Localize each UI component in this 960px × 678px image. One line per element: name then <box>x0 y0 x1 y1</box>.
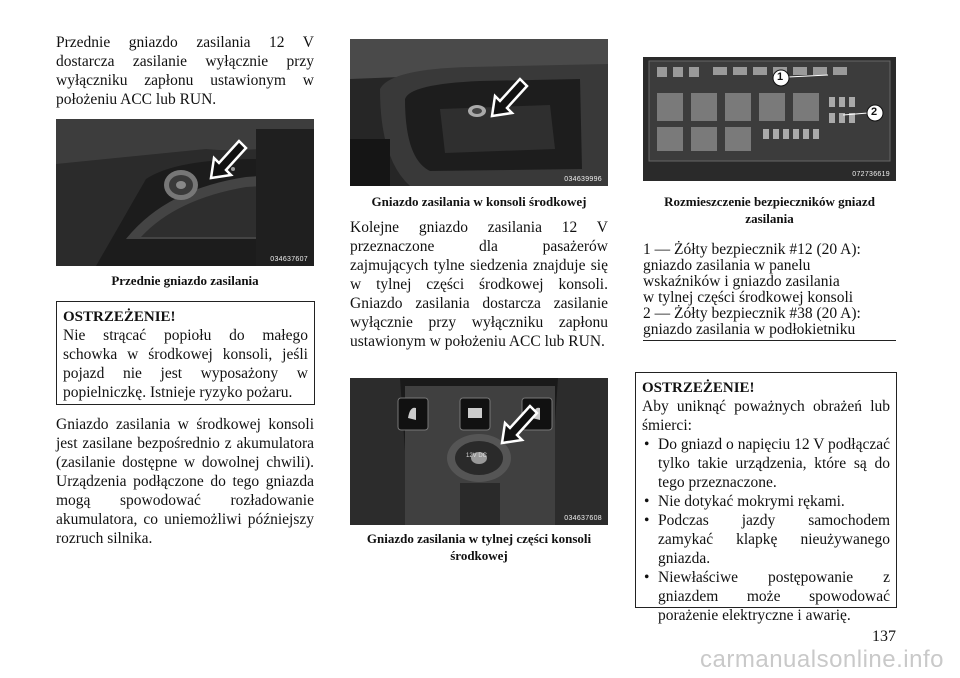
fuse-line: wskaźników i gniazdo zasilania <box>643 273 840 290</box>
warning-title: OSTRZEŻENIE! <box>642 380 755 396</box>
callout-1: 1 <box>777 71 784 83</box>
warning-item: • Niewłaściwe postępowanie z gniazdem może spowodować porażenie elektryczne i awarię. <box>642 568 890 625</box>
callout-2: 2 <box>871 106 878 118</box>
photo-code: 034639996 <box>564 176 602 183</box>
fuse-line: w tylnej części środkowej konsoli <box>643 289 854 306</box>
photo-code: 034637608 <box>564 515 602 522</box>
warning-item: • Do gniazd o napięciu 12 V podłączać tylko takie urządzenia, które są do tego przeznaczone. <box>642 435 890 492</box>
rear-console-outlet-photo <box>350 378 608 525</box>
fuse-panel-caption: Rozmieszczenie bezpieczników gniazd zasilania <box>664 194 875 226</box>
console-outlet-photo <box>350 39 608 186</box>
warning-item: • Nie dotykać mokrymi rękami. <box>642 492 890 511</box>
fuse-line: 2 — Żółty bezpiecznik #38 (20 A): <box>643 305 861 322</box>
fuse-panel-illustration <box>643 57 896 181</box>
page-number: 137 <box>872 628 896 645</box>
section-divider <box>643 340 896 341</box>
front-outlet-photo <box>56 119 314 266</box>
front-outlet-caption: Przednie gniazdo zasilania <box>111 273 259 288</box>
fuse-line: gniazdo zasilania w podłokietniku <box>643 321 856 338</box>
photo-code: 072736619 <box>852 171 890 178</box>
fuse-line: gniazdo zasilania w panelu <box>643 257 811 274</box>
intro-paragraph: Przednie gniazdo zasilania 12 V dostarcza zasilanie wyłącznie przy wyłączniku zapłonu ustawionym w położeniu ACC lub RUN. <box>56 34 314 108</box>
rear-console-outlet-caption: Gniazdo zasilania w tylnej części konsoli środkowej <box>366 531 592 563</box>
fuse-line: 1 — Żółty bezpiecznik #12 (20 A): <box>643 241 861 258</box>
electrical-warning-box <box>635 372 897 624</box>
console-outlet-illustration <box>350 39 608 186</box>
fuse-panel-photo <box>643 57 896 181</box>
rear-console-illustration <box>350 378 608 525</box>
outlet-voltage-label: 12V DC <box>466 453 488 459</box>
front-outlet-illustration <box>56 119 314 266</box>
warning-text: Nie strącać popiołu do małego schowka w środkowej konsoli, jeśli pojazd nie jest wyposażony w popielniczkę. Istnieje ryzyko pożaru. <box>63 327 308 401</box>
console-outlet-caption: Gniazdo zasilania w konsoli środkowej <box>371 194 587 209</box>
warning-title: OSTRZEŻENIE! <box>63 309 176 325</box>
rear-outlet-paragraph: Kolejne gniazdo zasilania 12 V przeznaczone dla pasażerów zajmujących tylne siedzenia znajduje się w tylnej części środkowej konsoli. Gniazdo zasilania dostarcza zasilanie wyłącznie przy wyłączniku zapłonu ustawionym w położeniu ACC lub RUN. <box>350 219 608 350</box>
battery-paragraph: Gniazdo zasilania w środkowej konsoli jest zasilane bezpośrednio z akumulatora (zasilanie dostępne w dowolnej chwili). Urządzenia podłączone do tego gniazda mogą spowodować rozładowanie akumulatora, co uniemożliwi późniejszy rozruch silnika. <box>56 416 314 547</box>
warning-list <box>642 435 890 625</box>
watermark: carmanualsonline.info <box>700 646 944 673</box>
warning-item: • Podczas jazdy samochodem zamykać klapkę nieużywanego gniazda. <box>642 511 890 568</box>
fire-warning-box <box>56 301 315 405</box>
warning-intro: Aby uniknąć poważnych obrażeń lub śmierci: <box>642 398 890 434</box>
fuse-list <box>643 242 896 338</box>
photo-code: 034637607 <box>270 256 308 263</box>
